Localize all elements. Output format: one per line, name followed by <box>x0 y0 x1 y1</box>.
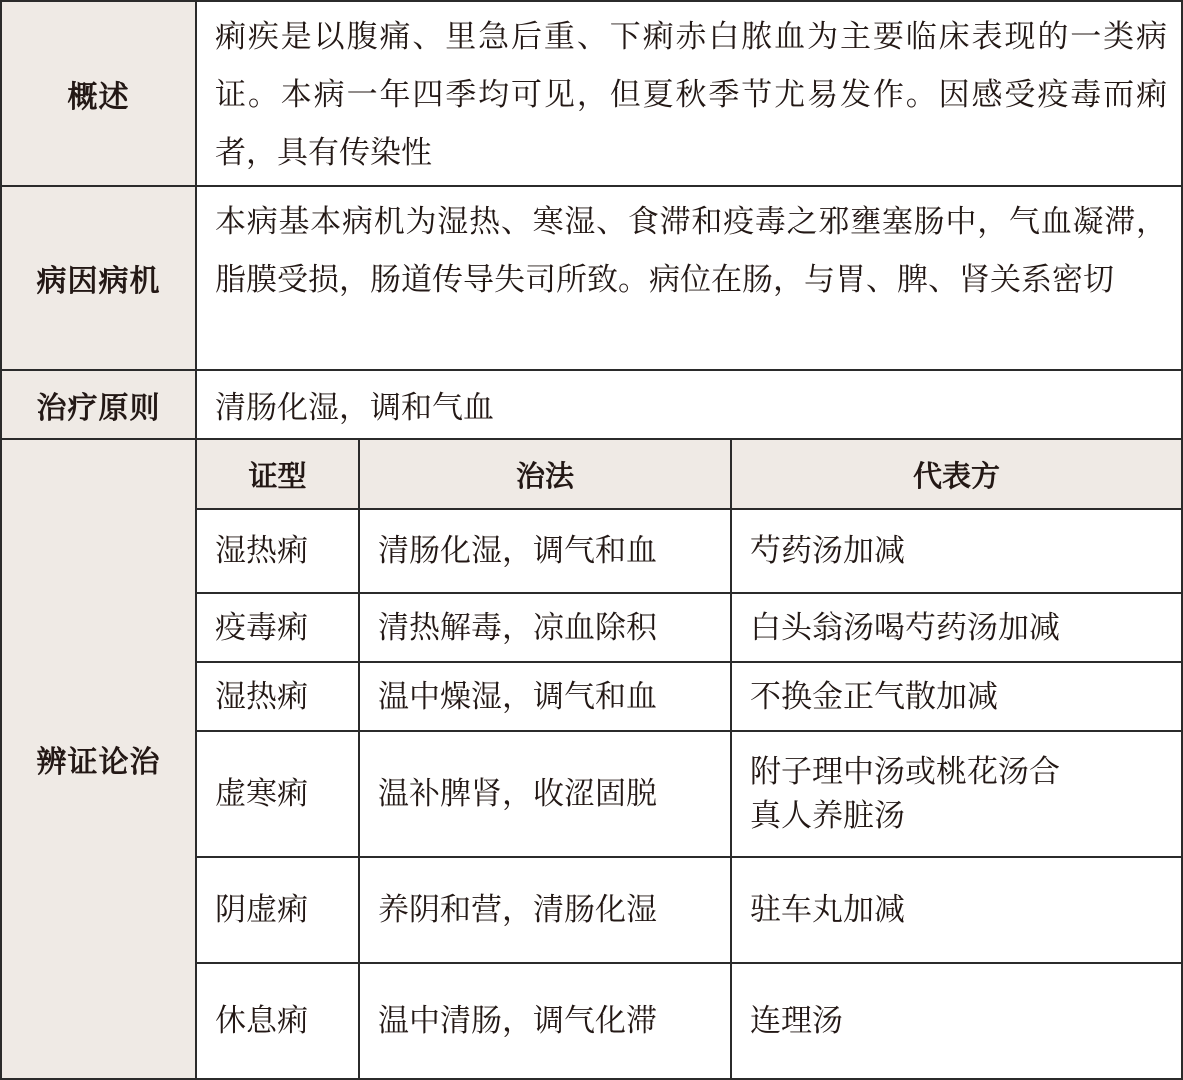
row-1-type: 湿热痢 <box>195 508 360 594</box>
row-5-type: 阴虚痢 <box>195 856 360 964</box>
header-treatment-method: 治法 <box>358 438 732 510</box>
header-representative-formula: 代表方 <box>730 438 1183 510</box>
principle-label: 治疗原则 <box>0 369 197 440</box>
row-5-formula: 驻车丸加减 <box>730 856 1183 964</box>
overview-text: 痢疾是以腹痛、里急后重、下痢赤白脓血为主要临床表现的一类病证。本病一年四季均可见，但夏秋季节尤易发作。因感受疫毒而痢者，具有传染性 <box>215 19 1167 171</box>
etiology-text: 本病基本病机为湿热、寒湿、食滞和疫毒之邪壅塞肠中，气血凝滞，脂膜受损，肠道传导失司所致。病位在肠，与胃、脾、肾关系密切 <box>215 204 1167 298</box>
principle-text: 清肠化湿，调和气血 <box>195 369 1183 440</box>
row-5-method: 养阴和营，清肠化湿 <box>358 856 732 964</box>
differentiation-label: 辨证论治 <box>0 438 197 1080</box>
row-3-type: 湿热痢 <box>195 661 360 732</box>
row-4-type: 虚寒痢 <box>195 730 360 858</box>
etiology-cell <box>195 185 1183 371</box>
row-2-formula: 白头翁汤喝芍药汤加减 <box>730 592 1183 663</box>
header-syndrome-type: 证型 <box>195 438 360 510</box>
row-2-type: 疫毒痢 <box>195 592 360 663</box>
row-4-formula-line-1: 附子理中汤或桃花汤合 <box>750 754 1060 790</box>
row-4-formula <box>730 730 1183 858</box>
row-3-method: 温中燥湿，调气和血 <box>358 661 732 732</box>
row-1-method: 清肠化湿，调气和血 <box>358 508 732 594</box>
row-6-formula: 连理汤 <box>730 962 1183 1080</box>
etiology-label: 病因病机 <box>0 185 197 371</box>
row-1-formula: 芍药汤加减 <box>730 508 1183 594</box>
row-4-formula-line-2: 真人养脏汤 <box>750 798 905 834</box>
overview-cell <box>195 0 1183 187</box>
row-6-method: 温中清肠，调气化滞 <box>358 962 732 1080</box>
row-4-method: 温补脾肾，收涩固脱 <box>358 730 732 858</box>
row-6-type: 休息痢 <box>195 962 360 1080</box>
row-2-method: 清热解毒，凉血除积 <box>358 592 732 663</box>
row-3-formula: 不换金正气散加减 <box>730 661 1183 732</box>
overview-label: 概述 <box>0 0 197 187</box>
